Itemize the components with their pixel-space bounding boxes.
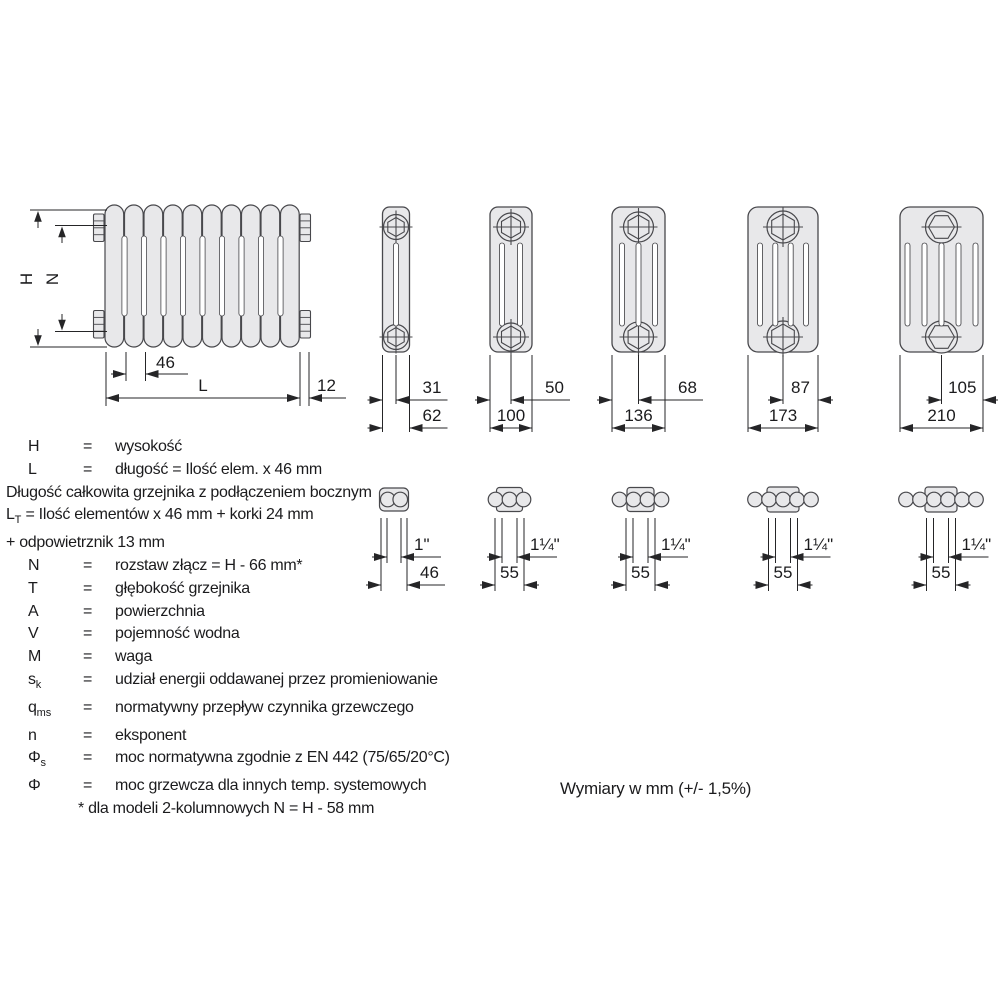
legend-equals-sign: = — [83, 648, 93, 666]
legend-symbol-text: Φ — [28, 777, 41, 795]
legend-definition: pojemność wodna — [115, 625, 240, 643]
dim-label-thread-4col: 1¼" — [661, 535, 691, 554]
dim-label-element-pitch: 46 — [156, 353, 175, 372]
dim-label-thread-5col: 1¼" — [803, 535, 834, 554]
legend-equals-sign: = — [83, 625, 93, 643]
dim-label-thread-3col: 1¼" — [530, 535, 560, 554]
legend-symbol-text: s — [28, 670, 36, 688]
element-slot — [239, 236, 244, 316]
top-view-tube-circle — [913, 492, 928, 507]
section-slot — [758, 243, 763, 326]
dim-label-extension: 12 — [317, 376, 336, 395]
legend-symbol-text: H — [28, 438, 40, 455]
legend-definition: normatywny przepływ czynnika grzewczego — [115, 698, 414, 716]
legend-row-q — [6, 697, 626, 725]
section-slot — [973, 243, 978, 326]
legend-equals-sign: = — [83, 749, 93, 767]
section-slot — [518, 243, 523, 326]
section-slot — [939, 243, 944, 326]
dimensions-note: Wymiary w mm (+/- 1,5%) — [560, 779, 752, 798]
section-slot — [956, 243, 961, 326]
legend-symbol — [6, 747, 83, 775]
top-view-tube-circle — [748, 492, 763, 507]
radiator-element — [105, 205, 124, 347]
legend-symbol-text: q — [28, 698, 37, 716]
section-slot — [394, 243, 399, 326]
dim-arrowhead — [58, 320, 66, 331]
legend-symbol-text: A — [28, 602, 39, 620]
section-view-5col — [748, 207, 833, 432]
dim-label-half-depth-3col: 50 — [545, 378, 564, 397]
legend-row-V — [6, 623, 626, 646]
legend-row-H — [6, 436, 626, 459]
dim-label-pitch-5col: 55 — [773, 563, 793, 582]
top-view-tube-circle — [626, 492, 641, 507]
dim-arrowhead — [34, 211, 42, 222]
dim-label-pitch-2col: 46 — [420, 563, 439, 582]
element-slot — [219, 236, 224, 316]
legend-symbol-text: N — [28, 556, 40, 574]
legend-definition: udział energii oddawanej przez promieniowanie — [115, 670, 438, 688]
legend-line — [6, 532, 626, 555]
legend-symbol — [6, 555, 83, 578]
top-view-tube-circle — [762, 492, 777, 507]
legend-row-A — [6, 601, 626, 624]
legend-symbol-text: M — [28, 648, 42, 666]
dim-label-depth-6col: 210 — [927, 406, 956, 425]
dim-label-half-depth-5col: 87 — [791, 378, 810, 397]
legend-line — [6, 798, 626, 821]
top-view-tube-circle — [790, 492, 805, 507]
legend-line — [6, 504, 626, 532]
legend-row-n — [6, 725, 626, 748]
section-slot — [922, 243, 927, 326]
legend-row-T — [6, 578, 626, 601]
legend-equals-sign: = — [83, 670, 93, 688]
top-view-tube-circle — [640, 492, 655, 507]
legend-row-Φ — [6, 747, 626, 775]
legend-row-M — [6, 646, 626, 669]
section-slot — [636, 243, 641, 326]
legend-text: L — [6, 506, 15, 524]
legend-text: Długość całkowita grzejnika z podłączeniem bocznym — [6, 483, 372, 501]
dim-label-half-depth-6col: 105 — [948, 378, 977, 397]
element-slot — [180, 236, 185, 316]
legend-symbol-text: V — [28, 625, 39, 643]
dim-arrowhead — [34, 335, 42, 346]
legend-row-s — [6, 669, 626, 697]
element-slot — [278, 236, 283, 316]
legend-symbol-subscript: ms — [36, 706, 52, 719]
section-slot — [620, 243, 625, 326]
top-view-tube-circle — [927, 492, 942, 507]
dim-label-half-depth-4col: 68 — [678, 378, 697, 397]
section-slot — [788, 243, 793, 326]
element-slot — [141, 236, 146, 316]
element-slot — [161, 236, 166, 316]
dim-label-pitch-6col: 55 — [931, 563, 951, 582]
dim-label-depth-4col: 136 — [624, 406, 653, 425]
legend — [6, 436, 626, 821]
legend-text: * dla modeli 2-kolumnowych N = H - 58 mm — [78, 799, 375, 817]
top-view-tube-circle — [804, 492, 819, 507]
dim-arrowhead — [58, 227, 66, 238]
top-view-tube-circle — [955, 492, 970, 507]
legend-definition: powierzchnia — [115, 602, 205, 620]
legend-symbol — [6, 623, 83, 646]
legend-symbol-subscript: s — [40, 757, 46, 770]
section-slot — [653, 243, 658, 326]
section-view-2col — [368, 207, 448, 432]
legend-equals-sign: = — [83, 698, 93, 716]
section-slot — [773, 243, 778, 326]
dim-label-axis-spacing: N — [43, 272, 62, 286]
legend-symbol-subscript: k — [35, 678, 42, 691]
element-slot — [258, 236, 263, 316]
legend-symbol — [6, 601, 83, 624]
legend-row-N — [6, 555, 626, 578]
legend-symbol — [6, 459, 83, 482]
legend-text: T — [14, 514, 22, 527]
legend-equals-sign: = — [83, 556, 93, 574]
dim-label-length: L — [198, 376, 208, 395]
top-view-tube-circle — [899, 492, 914, 507]
legend-symbol-text: n — [28, 726, 37, 744]
section-view-4col — [597, 207, 703, 432]
top-view-tube-circle — [654, 492, 669, 507]
top-view-6col — [899, 487, 991, 591]
legend-row-Φ — [6, 775, 626, 798]
element-slot — [122, 236, 127, 316]
legend-symbol — [6, 775, 83, 798]
dim-label-pitch-3col: 55 — [500, 563, 519, 582]
legend-symbol-text: L — [28, 460, 37, 478]
section-slot — [804, 243, 809, 326]
legend-symbol — [6, 436, 83, 459]
dim-label-thread-2col: 1" — [414, 535, 430, 554]
legend-symbol-text: T — [28, 579, 38, 597]
legend-equals-sign: = — [83, 726, 93, 744]
legend-equals-sign: = — [83, 460, 93, 478]
legend-row-L — [6, 459, 626, 482]
section-slot — [905, 243, 910, 326]
top-view-tube-circle — [969, 492, 984, 507]
legend-definition: moc normatywna zgodnie z EN 442 (75/65/20°C) — [115, 749, 450, 767]
legend-line — [6, 482, 626, 505]
legend-definition: rozstaw złącz = H - 66 mm* — [115, 556, 303, 574]
legend-equals-sign: = — [83, 579, 93, 597]
dim-label-depth-2col: 62 — [422, 406, 442, 425]
dim-label-depth-3col: 100 — [496, 406, 526, 425]
top-view-5col — [748, 487, 833, 591]
dim-label-pitch-4col: 55 — [631, 563, 650, 582]
section-view-3col — [475, 207, 570, 432]
legend-text: + odpowietrznik 13 mm — [6, 534, 165, 552]
legend-symbol — [6, 578, 83, 601]
legend-symbol — [6, 697, 83, 725]
legend-symbol — [6, 725, 83, 748]
section-view-6col — [900, 207, 998, 432]
legend-definition: moc grzewcza dla innych temp. systemowych — [115, 777, 427, 795]
dim-label-depth-5col: 173 — [768, 406, 798, 425]
top-view-tube-circle — [941, 492, 956, 507]
legend-equals-sign: = — [83, 777, 93, 795]
legend-symbol — [6, 669, 83, 697]
legend-equals-sign: = — [83, 602, 93, 620]
legend-symbol-text: Φ — [28, 749, 41, 767]
dim-label-half-depth-2col: 31 — [422, 378, 442, 397]
dim-label-height: H — [17, 272, 36, 286]
top-view-tube-circle — [776, 492, 791, 507]
legend-definition: głębokość grzejnika — [115, 579, 250, 597]
dim-label-thread-6col: 1¼" — [961, 535, 992, 554]
legend-definition: eksponent — [115, 726, 187, 744]
legend-definition: wysokość — [115, 438, 182, 455]
element-slot — [200, 236, 205, 316]
legend-definition: waga — [115, 648, 153, 666]
legend-symbol — [6, 646, 83, 669]
legend-equals-sign: = — [83, 438, 93, 455]
front-view-radiator — [94, 205, 311, 347]
legend-definition: długość = Ilość elem. x 46 mm — [115, 460, 322, 478]
section-slot — [500, 243, 505, 326]
legend-text: = Ilość elementów x 46 mm + korki 24 mm — [21, 506, 314, 524]
